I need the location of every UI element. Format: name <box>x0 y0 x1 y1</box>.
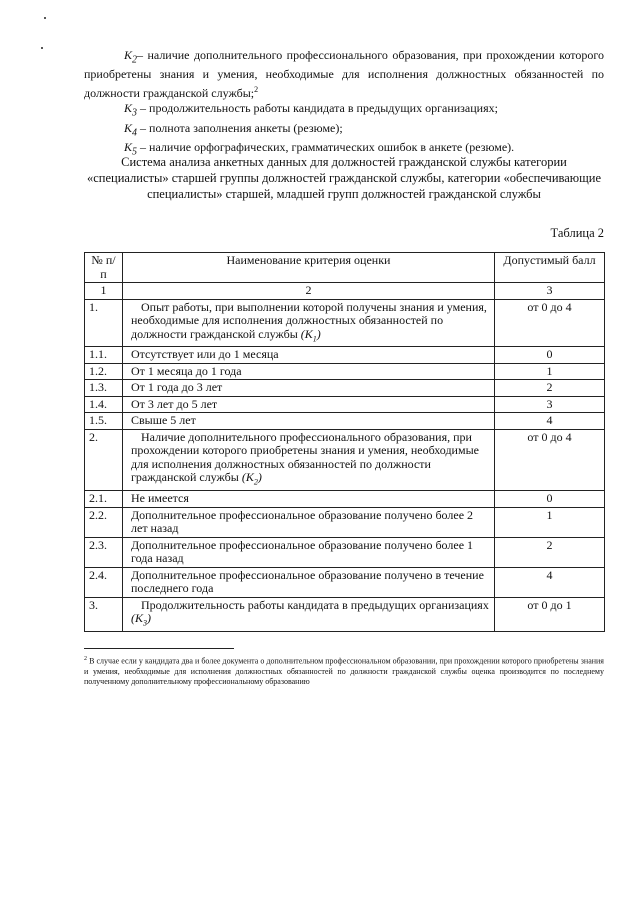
row-number: 1. <box>85 299 123 347</box>
footnote <box>84 654 604 687</box>
row-criterion: Не имеется <box>123 491 495 508</box>
row-criterion: Дополнительное профессиональное образование получено в течение последнего года <box>123 567 495 597</box>
row-score: 1 <box>495 363 605 380</box>
header-name: Наименование критерия оценки <box>123 253 495 283</box>
column-number-row <box>85 283 605 300</box>
scan-speck <box>41 47 43 49</box>
row-criterion: От 1 года до 3 лет <box>123 380 495 397</box>
row-number: 3. <box>85 597 123 631</box>
row-score: 0 <box>495 491 605 508</box>
row-score: от 0 до 1 <box>495 597 605 631</box>
footnote-ref: 2 <box>254 85 259 95</box>
table-row <box>85 491 605 508</box>
row-score: 4 <box>495 567 605 597</box>
row-criterion: От 1 месяца до 1 года <box>123 363 495 380</box>
row-number: 1.5. <box>85 413 123 430</box>
column-number: 3 <box>495 283 605 300</box>
table-row <box>85 347 605 364</box>
table-row <box>85 537 605 567</box>
table-row <box>85 507 605 537</box>
row-criterion: Опыт работы, при выполнении которой получены знания и умения, необходимые для исполнения должностных обязанностей по должности гражданской службы $(K_1)$ <box>123 299 495 347</box>
table-row <box>85 413 605 430</box>
row-score: 3 <box>495 396 605 413</box>
row-score: 0 <box>495 347 605 364</box>
criterion-k3-line: $K_3$ – продолжительность работы кандидата в предыдущих организациях; <box>124 101 498 119</box>
footnote-marker: 2 <box>84 656 87 662</box>
row-criterion: От 3 лет до 5 лет <box>123 396 495 413</box>
row-criterion: Дополнительное профессиональное образование получено более 2 лет назад <box>123 507 495 537</box>
row-number: 1.1. <box>85 347 123 364</box>
table-row <box>85 299 605 347</box>
scan-speck <box>44 17 46 19</box>
row-number: 2.1. <box>85 491 123 508</box>
row-number: 2.2. <box>85 507 123 537</box>
row-score: от 0 до 4 <box>495 299 605 347</box>
table-row <box>85 429 605 490</box>
footnote-divider <box>84 648 234 649</box>
criteria-intro <box>84 48 604 160</box>
criterion-k4-line: $K_4$ – полнота заполнения анкеты (резюме); <box>124 120 343 139</box>
row-criterion: Дополнительное профессиональное образование получено более 1 года назад <box>123 537 495 567</box>
row-criterion: Отсутствует или до 1 месяца <box>123 347 495 364</box>
header-num: № п/п <box>85 253 123 283</box>
row-criterion: Наличие дополнительного профессионального образования, при прохождении которого приобретены знания и умения, необходимые для исполнения должностных обязанностей по должности гражданской службы $(K_2)$ <box>123 429 495 490</box>
criteria-table <box>84 252 605 632</box>
row-score: от 0 до 4 <box>495 429 605 490</box>
row-number: 1.3. <box>85 380 123 397</box>
table-row <box>85 363 605 380</box>
table-header-row <box>85 253 605 283</box>
section-heading: Система анализа анкетных данных для должностей гражданской службы категории «специалисты» старшей группы должностей гражданской службы, категории «обеспечивающие специалисты» старшей, младшей групп должностей гражданской службы <box>86 155 602 201</box>
criterion-k2-line: $K_2-$ наличие дополнительного профессионального образования, при прохождении которого приобретены знания и умения, необходимые для исполнения должностных обязанностей по должности гражданской службы;$^2$ <box>84 48 604 101</box>
row-score: 2 <box>495 380 605 397</box>
row-number: 2.3. <box>85 537 123 567</box>
header-score: Допустимый балл <box>495 253 605 283</box>
table-row <box>85 567 605 597</box>
row-score: 2 <box>495 537 605 567</box>
row-number: 1.2. <box>85 363 123 380</box>
table-row <box>85 380 605 397</box>
criterion-k5-line: $K_5$ – наличие орфографических, грамматических ошибок в анкете (резюме). <box>124 140 515 158</box>
row-criterion: Свыше 5 лет <box>123 413 495 430</box>
table-label: Таблица 2 <box>550 226 604 240</box>
footnote-text: В случае если у кандидата два и более документа о дополнительном профессиональном образовании, при прохождении которого приобретены знания и умения, необходимые для исполнения должностных обязанностей по должности гражданской службы оценка производится по последнему полученному дополнительному профессиональному образованию <box>84 656 604 686</box>
table-row <box>85 597 605 631</box>
row-number: 2. <box>85 429 123 490</box>
row-criterion: Продолжительность работы кандидата в предыдущих организациях $(K_3)$ <box>123 597 495 631</box>
row-score: 1 <box>495 507 605 537</box>
table-row <box>85 396 605 413</box>
row-score: 4 <box>495 413 605 430</box>
row-number: 2.4. <box>85 567 123 597</box>
row-number: 1.4. <box>85 396 123 413</box>
column-number: 1 <box>85 283 123 300</box>
column-number: 2 <box>123 283 495 300</box>
